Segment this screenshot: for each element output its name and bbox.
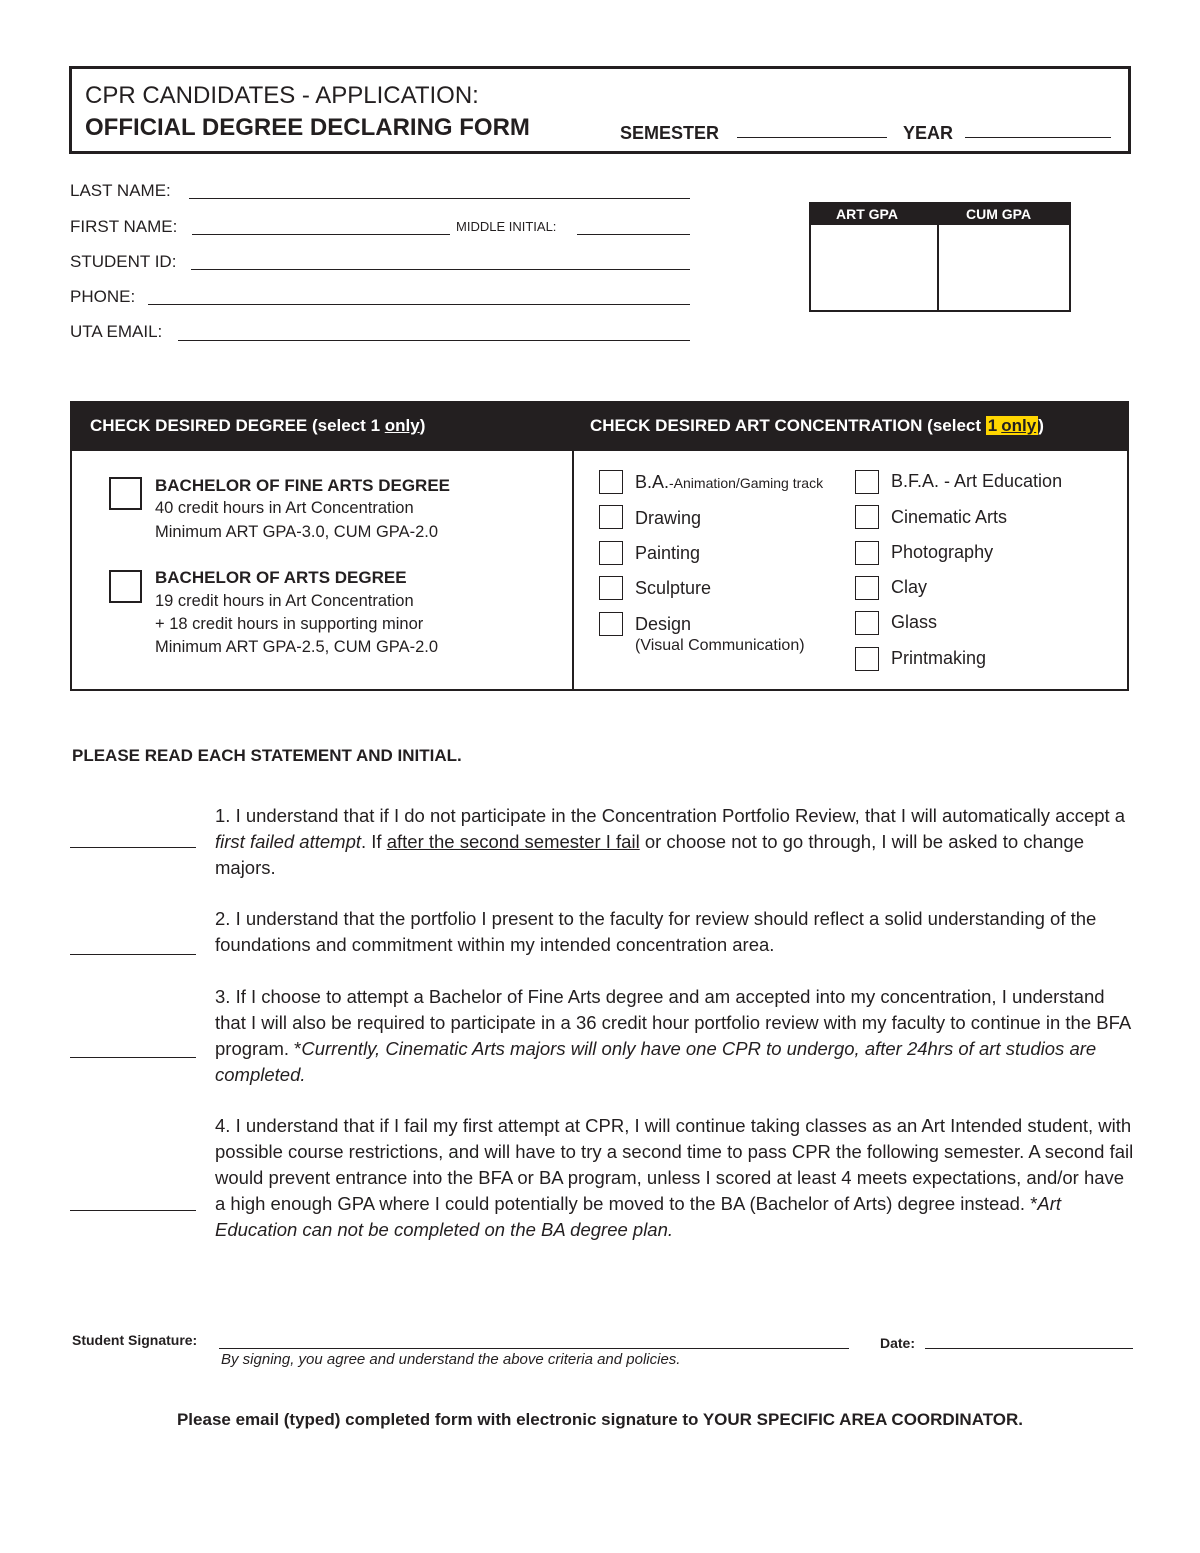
first-name-field[interactable]	[192, 234, 450, 235]
student-id-label: STUDENT ID:	[70, 252, 177, 271]
design-checkbox[interactable]	[599, 612, 623, 636]
bfa-degree-title: BACHELOR OF FINE ARTS DEGREE	[155, 476, 450, 495]
painting-checkbox[interactable]	[599, 541, 623, 565]
ba-degree-minor: + 18 credit hours in supporting minor	[155, 615, 424, 633]
year-field[interactable]	[965, 137, 1111, 138]
bfa-degree-credits: 40 credit hours in Art Concentration	[155, 499, 414, 517]
uta-email-field[interactable]	[178, 340, 690, 341]
first-name-label: FIRST NAME:	[70, 217, 178, 236]
painting-label: Painting	[635, 543, 701, 563]
statement-1: 1. I understand that if I do not participate in the Concentration Portfolio Review, that I will automatically accept a first failed attempt. If after the second semester I fail or choose not to go through, I will be asked to change majors.	[215, 805, 1126, 878]
printmaking-label: Printmaking	[891, 648, 987, 668]
photography-checkbox[interactable]	[855, 541, 879, 565]
initial-field-4[interactable]	[70, 1210, 196, 1211]
signature-label: Student Signature:	[72, 1332, 198, 1348]
gpa-table-divider	[937, 225, 939, 312]
photography-label: Photography	[891, 542, 994, 562]
date-label: Date:	[880, 1335, 916, 1351]
sculpture-checkbox[interactable]	[599, 576, 623, 600]
cum-gpa-header: CUM GPA	[966, 206, 1032, 222]
signature-note: By signing, you agree and understand the above criteria and policies.	[221, 1351, 681, 1368]
signature-field[interactable]	[219, 1348, 849, 1349]
bfa-degree-gpa: Minimum ART GPA-3.0, CUM GPA-2.0	[155, 523, 439, 541]
last-name-label: LAST NAME:	[70, 181, 171, 200]
ba-degree-credits: 19 credit hours in Art Concentration	[155, 592, 414, 610]
degree-section-divider	[572, 451, 574, 691]
ba-animation-label: B.A.-Animation/Gaming track	[635, 472, 824, 492]
date-field[interactable]	[925, 1348, 1133, 1349]
ba-degree-title: BACHELOR OF ARTS DEGREE	[155, 568, 407, 587]
art-gpa-cell[interactable]	[811, 227, 935, 310]
drawing-label: Drawing	[635, 508, 702, 528]
degree-header-text: CHECK DESIRED DEGREE (select 1 only)	[90, 416, 426, 435]
statements-heading: PLEASE READ EACH STATEMENT AND INITIAL.	[72, 746, 462, 765]
concentration-header-text: CHECK DESIRED ART CONCENTRATION (select 1 only )	[590, 416, 1044, 435]
statement-2: 2. I understand that the portfolio I present to the faculty for review should reflect a solid understanding of the foundations and commitment within my intended concentration area.	[215, 908, 1097, 955]
form-title-line2: OFFICIAL DEGREE DECLARING FORM	[85, 114, 530, 141]
statement-3: 3. If I choose to attempt a Bachelor of Fine Arts degree and am accepted into my concentration, I understand that I will also be required to participate in a 36 credit hour portfolio review with my faculty to continue in the BFA program. *Currently, Cinematic Arts majors will only have one CPR to undergo, after 24hrs of art studios are completed.	[215, 986, 1131, 1085]
drawing-checkbox[interactable]	[599, 505, 623, 529]
clay-label: Clay	[891, 577, 928, 597]
initial-field-3[interactable]	[70, 1057, 196, 1058]
cinematic-arts-checkbox[interactable]	[855, 505, 879, 529]
year-label: YEAR	[903, 123, 954, 143]
ba-degree-checkbox[interactable]	[109, 570, 142, 603]
art-education-checkbox[interactable]	[855, 470, 879, 494]
sculpture-label: Sculpture	[635, 578, 712, 598]
cinematic-arts-label: Cinematic Arts	[891, 507, 1008, 527]
glass-label: Glass	[891, 612, 938, 632]
ba-degree-gpa: Minimum ART GPA-2.5, CUM GPA-2.0	[155, 638, 439, 656]
art-gpa-header: ART GPA	[836, 206, 898, 222]
last-name-field[interactable]	[189, 198, 690, 199]
clay-checkbox[interactable]	[855, 576, 879, 600]
initial-field-2[interactable]	[70, 954, 196, 955]
uta-email-label: UTA EMAIL:	[70, 322, 163, 341]
phone-field[interactable]	[148, 304, 690, 305]
semester-field[interactable]	[737, 137, 887, 138]
ba-animation-checkbox[interactable]	[599, 470, 623, 494]
cum-gpa-cell[interactable]	[940, 227, 1069, 310]
middle-initial-field[interactable]	[577, 234, 690, 235]
phone-label: PHONE:	[70, 287, 136, 306]
footer-instruction: Please email (typed) completed form with electronic signature to YOUR SPECIFIC AREA COORDINATOR.	[176, 1410, 1024, 1429]
glass-checkbox[interactable]	[855, 611, 879, 635]
design-label: Design	[635, 614, 692, 634]
gpa-table-header	[809, 202, 1071, 225]
design-sublabel: (Visual Communication)	[635, 637, 805, 654]
bfa-degree-checkbox[interactable]	[109, 477, 142, 510]
printmaking-checkbox[interactable]	[855, 647, 879, 671]
semester-label: SEMESTER	[620, 123, 720, 143]
student-id-field[interactable]	[191, 269, 690, 270]
art-education-label: B.F.A. - Art Education	[891, 471, 1063, 491]
initial-field-1[interactable]	[70, 847, 196, 848]
statement-4: 4. I understand that if I fail my first attempt at CPR, I will continue taking classes as an Art Intended student, with possible course restrictions, and will have to try a second time to pass CPR the following semester. A second fail would prevent entrance into the BFA or BA program, unless I scored at least 4 meets expectations, and/or have a high enough GPA where I could potentially be moved to the BA (Bachelor of Arts) degree instead. *Art Education can not be completed on the BA degree plan.	[215, 1115, 1134, 1240]
form-title-line1: CPR CANDIDATES - APPLICATION:	[85, 82, 479, 109]
middle-initial-label: MIDDLE INITIAL:	[456, 219, 557, 234]
